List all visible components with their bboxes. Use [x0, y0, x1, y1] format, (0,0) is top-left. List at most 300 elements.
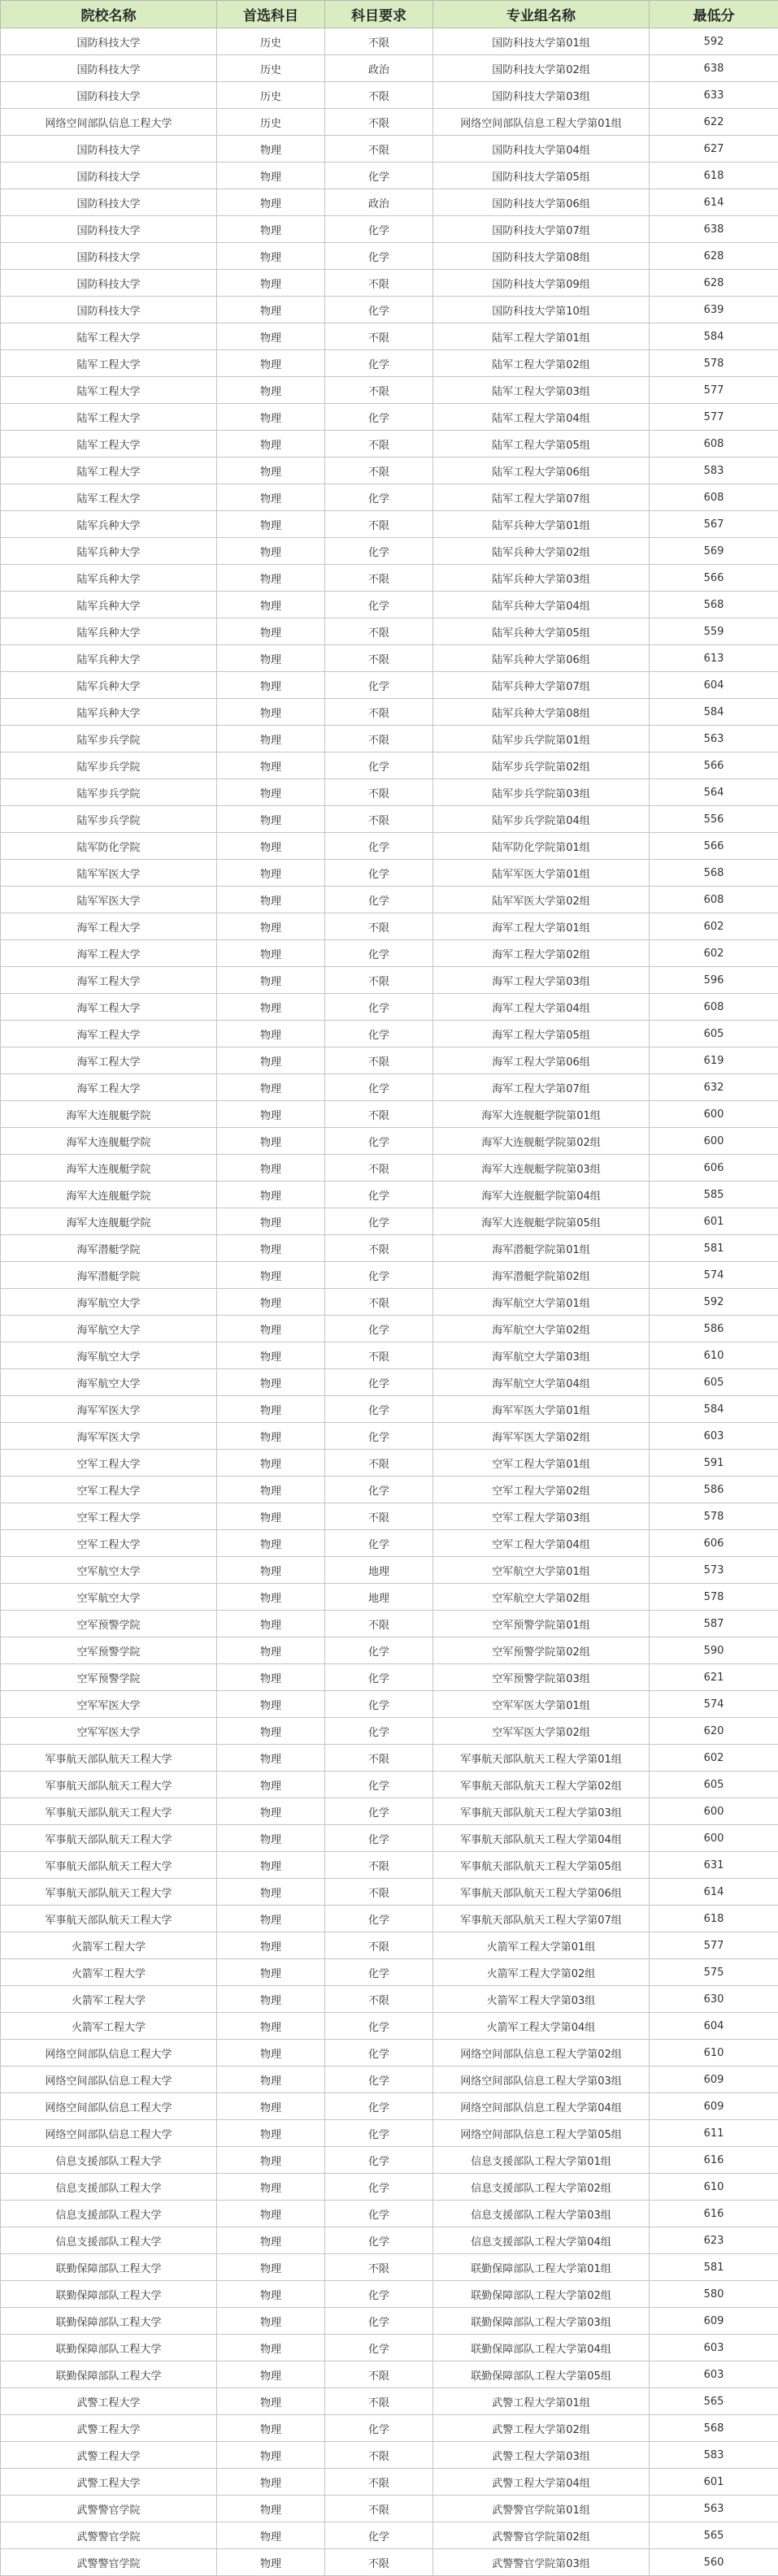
min-score-cell: 567 — [650, 511, 778, 538]
group-name-cell: 国防科技大学第03组 — [433, 82, 650, 109]
group-name-cell: 陆军兵种大学第08组 — [433, 699, 650, 726]
group-name-cell: 军事航天部队航天工程大学第01组 — [433, 1745, 650, 1772]
group-name-cell: 陆军步兵学院第04组 — [433, 806, 650, 833]
table-row — [1, 2549, 778, 2576]
table-row — [1, 860, 778, 887]
first-subject-cell: 物理 — [217, 1423, 325, 1450]
table-row — [1, 592, 778, 618]
subject-requirement-cell: 不限 — [325, 806, 433, 833]
school-name-cell: 海军工程大学 — [1, 1021, 217, 1047]
first-subject-cell: 历史 — [217, 55, 325, 82]
min-score-cell: 610 — [650, 2040, 778, 2066]
first-subject-cell: 物理 — [217, 806, 325, 833]
school-name-cell: 空军工程大学 — [1, 1477, 217, 1503]
table-row — [1, 1986, 778, 2013]
school-name-cell: 武警工程大学 — [1, 2442, 217, 2469]
min-score-cell: 606 — [650, 1530, 778, 1557]
school-name-cell: 国防科技大学 — [1, 189, 217, 216]
group-name-cell: 海军潜艇学院第02组 — [433, 1262, 650, 1289]
subject-requirement-cell: 化学 — [325, 1477, 433, 1503]
school-name-cell: 军事航天部队航天工程大学 — [1, 1798, 217, 1825]
group-name-cell: 网络空间部队信息工程大学第03组 — [433, 2066, 650, 2093]
min-score-cell: 573 — [650, 1557, 778, 1584]
subject-requirement-cell: 化学 — [325, 1128, 433, 1155]
school-name-cell: 军事航天部队航天工程大学 — [1, 1852, 217, 1879]
school-name-cell: 联勤保障部队工程大学 — [1, 2361, 217, 2388]
subject-requirement-cell: 不限 — [325, 511, 433, 538]
group-name-cell: 军事航天部队航天工程大学第04组 — [433, 1825, 650, 1852]
group-name-cell: 陆军工程大学第01组 — [433, 323, 650, 350]
min-score-cell: 584 — [650, 323, 778, 350]
table-row — [1, 1074, 778, 1101]
school-name-cell: 信息支援部队工程大学 — [1, 2227, 217, 2254]
school-name-cell: 武警工程大学 — [1, 2388, 217, 2415]
first-subject-cell: 物理 — [217, 2254, 325, 2281]
group-name-cell: 国防科技大学第02组 — [433, 55, 650, 82]
first-subject-cell: 物理 — [217, 2388, 325, 2415]
min-score-cell: 605 — [650, 1772, 778, 1798]
group-name-cell: 陆军兵种大学第01组 — [433, 511, 650, 538]
group-name-cell: 陆军兵种大学第03组 — [433, 565, 650, 592]
min-score-cell: 581 — [650, 2254, 778, 2281]
table-row — [1, 243, 778, 270]
min-score-cell: 616 — [650, 2147, 778, 2174]
subject-requirement-cell: 不限 — [325, 270, 433, 297]
school-name-cell: 火箭军工程大学 — [1, 1959, 217, 1986]
subject-requirement-cell: 地理 — [325, 1557, 433, 1584]
school-name-cell: 联勤保障部队工程大学 — [1, 2281, 217, 2308]
subject-requirement-cell: 化学 — [325, 2013, 433, 2040]
school-name-cell: 海军工程大学 — [1, 913, 217, 940]
subject-requirement-cell: 化学 — [325, 1691, 433, 1718]
header-row — [1, 1, 778, 28]
min-score-cell: 569 — [650, 538, 778, 565]
first-subject-cell: 物理 — [217, 2415, 325, 2442]
group-name-cell: 火箭军工程大学第03组 — [433, 1986, 650, 2013]
first-subject-cell: 物理 — [217, 377, 325, 404]
min-score-cell: 614 — [650, 189, 778, 216]
first-subject-cell: 物理 — [217, 189, 325, 216]
min-score-cell: 559 — [650, 618, 778, 645]
group-name-cell: 火箭军工程大学第04组 — [433, 2013, 650, 2040]
min-score-cell: 600 — [650, 1825, 778, 1852]
group-name-cell: 联勤保障部队工程大学第05组 — [433, 2361, 650, 2388]
group-name-cell: 海军军医大学第02组 — [433, 1423, 650, 1450]
group-name-cell: 国防科技大学第01组 — [433, 28, 650, 55]
school-name-cell: 海军航空大学 — [1, 1289, 217, 1316]
min-score-cell: 587 — [650, 1611, 778, 1637]
min-score-cell: 574 — [650, 1691, 778, 1718]
min-score-cell: 596 — [650, 967, 778, 994]
school-name-cell: 陆军防化学院 — [1, 833, 217, 860]
min-score-cell: 628 — [650, 270, 778, 297]
first-subject-cell: 物理 — [217, 1155, 325, 1182]
school-name-cell: 陆军军医大学 — [1, 887, 217, 913]
group-name-cell: 陆军兵种大学第04组 — [433, 592, 650, 618]
min-score-cell: 610 — [650, 2174, 778, 2201]
first-subject-cell: 物理 — [217, 940, 325, 967]
min-score-cell: 560 — [650, 2549, 778, 2576]
subject-requirement-cell: 化学 — [325, 1798, 433, 1825]
subject-requirement-cell: 化学 — [325, 484, 433, 511]
subject-requirement-cell: 不限 — [325, 618, 433, 645]
first-subject-cell: 物理 — [217, 2496, 325, 2522]
min-score-cell: 628 — [650, 243, 778, 270]
subject-requirement-cell: 化学 — [325, 1208, 433, 1235]
table-row — [1, 1664, 778, 1691]
school-name-cell: 海军潜艇学院 — [1, 1235, 217, 1262]
group-name-cell: 陆军工程大学第04组 — [433, 404, 650, 431]
min-score-cell: 633 — [650, 82, 778, 109]
subject-requirement-cell: 化学 — [325, 297, 433, 323]
table-row — [1, 1477, 778, 1503]
group-name-cell: 陆军工程大学第05组 — [433, 431, 650, 458]
subject-requirement-cell: 化学 — [325, 2227, 433, 2254]
group-name-cell: 国防科技大学第10组 — [433, 297, 650, 323]
min-score-cell: 632 — [650, 1074, 778, 1101]
min-score-cell: 584 — [650, 1396, 778, 1423]
first-subject-cell: 物理 — [217, 913, 325, 940]
table-row — [1, 2496, 778, 2522]
group-name-cell: 联勤保障部队工程大学第01组 — [433, 2254, 650, 2281]
first-subject-cell: 物理 — [217, 350, 325, 377]
first-subject-cell: 物理 — [217, 2549, 325, 2576]
first-subject-cell: 物理 — [217, 779, 325, 806]
first-subject-cell: 物理 — [217, 645, 325, 672]
table-row — [1, 1530, 778, 1557]
school-name-cell: 海军大连舰艇学院 — [1, 1128, 217, 1155]
subject-requirement-cell: 化学 — [325, 2335, 433, 2361]
school-name-cell: 海军大连舰艇学院 — [1, 1101, 217, 1128]
first-subject-cell: 物理 — [217, 2093, 325, 2120]
table-row — [1, 163, 778, 189]
group-name-cell: 国防科技大学第06组 — [433, 189, 650, 216]
subject-requirement-cell: 不限 — [325, 1235, 433, 1262]
min-score-cell: 608 — [650, 994, 778, 1021]
group-name-cell: 国防科技大学第04组 — [433, 136, 650, 163]
school-name-cell: 海军航空大学 — [1, 1316, 217, 1342]
group-name-cell: 陆军兵种大学第06组 — [433, 645, 650, 672]
school-name-cell: 联勤保障部队工程大学 — [1, 2335, 217, 2361]
table-row — [1, 350, 778, 377]
school-name-cell: 海军工程大学 — [1, 1074, 217, 1101]
group-name-cell: 陆军步兵学院第02组 — [433, 752, 650, 779]
group-name-cell: 空军航空大学第02组 — [433, 1584, 650, 1611]
subject-requirement-cell: 化学 — [325, 538, 433, 565]
first-subject-cell: 物理 — [217, 511, 325, 538]
subject-requirement-cell: 化学 — [325, 887, 433, 913]
min-score-cell: 600 — [650, 1798, 778, 1825]
min-score-cell: 605 — [650, 1021, 778, 1047]
min-score-cell: 609 — [650, 2066, 778, 2093]
subject-requirement-cell: 化学 — [325, 350, 433, 377]
min-score-cell: 622 — [650, 109, 778, 136]
min-score-cell: 581 — [650, 1235, 778, 1262]
first-subject-cell: 物理 — [217, 2147, 325, 2174]
table-row — [1, 2066, 778, 2093]
first-subject-cell: 物理 — [217, 1208, 325, 1235]
school-name-cell: 陆军兵种大学 — [1, 565, 217, 592]
min-score-cell: 590 — [650, 1637, 778, 1664]
first-subject-cell: 物理 — [217, 1664, 325, 1691]
table-row — [1, 2388, 778, 2415]
first-subject-cell: 物理 — [217, 1369, 325, 1396]
subject-requirement-cell: 化学 — [325, 404, 433, 431]
subject-requirement-cell: 不限 — [325, 779, 433, 806]
table-row — [1, 377, 778, 404]
first-subject-cell: 物理 — [217, 216, 325, 243]
school-name-cell: 海军工程大学 — [1, 994, 217, 1021]
table-row — [1, 913, 778, 940]
first-subject-cell: 物理 — [217, 1477, 325, 1503]
subject-requirement-cell: 化学 — [325, 243, 433, 270]
table-header — [1, 1, 778, 28]
first-subject-cell: 物理 — [217, 2361, 325, 2388]
min-score-cell: 578 — [650, 1503, 778, 1530]
school-name-cell: 海军大连舰艇学院 — [1, 1155, 217, 1182]
subject-requirement-cell: 不限 — [325, 1852, 433, 1879]
min-score-cell: 556 — [650, 806, 778, 833]
min-score-cell: 574 — [650, 1262, 778, 1289]
group-name-cell: 海军工程大学第03组 — [433, 967, 650, 994]
min-score-cell: 568 — [650, 860, 778, 887]
table-row — [1, 2201, 778, 2227]
school-name-cell: 火箭军工程大学 — [1, 2013, 217, 2040]
min-score-cell: 601 — [650, 2469, 778, 2496]
first-subject-cell: 物理 — [217, 1879, 325, 1906]
school-name-cell: 陆军工程大学 — [1, 404, 217, 431]
group-name-cell: 武警工程大学第02组 — [433, 2415, 650, 2442]
first-subject-cell: 物理 — [217, 2281, 325, 2308]
first-subject-cell: 物理 — [217, 1503, 325, 1530]
school-name-cell: 陆军兵种大学 — [1, 592, 217, 618]
table-row — [1, 672, 778, 699]
subject-requirement-cell: 不限 — [325, 1745, 433, 1772]
table-row — [1, 1584, 778, 1611]
group-name-cell: 网络空间部队信息工程大学第04组 — [433, 2093, 650, 2120]
min-score-cell: 585 — [650, 1182, 778, 1208]
school-name-cell: 海军工程大学 — [1, 940, 217, 967]
subject-requirement-cell: 化学 — [325, 1530, 433, 1557]
first-subject-cell: 物理 — [217, 1101, 325, 1128]
min-score-cell: 565 — [650, 2522, 778, 2549]
first-subject-cell: 物理 — [217, 1047, 325, 1074]
group-name-cell: 空军航空大学第01组 — [433, 1557, 650, 1584]
min-score-cell: 631 — [650, 1852, 778, 1879]
header-group-name: 专业组名称 — [433, 1, 650, 28]
subject-requirement-cell: 化学 — [325, 1772, 433, 1798]
min-score-cell: 603 — [650, 1423, 778, 1450]
subject-requirement-cell: 政治 — [325, 189, 433, 216]
subject-requirement-cell: 化学 — [325, 1906, 433, 1932]
group-name-cell: 陆军工程大学第06组 — [433, 458, 650, 484]
school-name-cell: 武警工程大学 — [1, 2415, 217, 2442]
subject-requirement-cell: 化学 — [325, 1825, 433, 1852]
table-row — [1, 1021, 778, 1047]
table-row — [1, 2415, 778, 2442]
subject-requirement-cell: 不限 — [325, 431, 433, 458]
first-subject-cell: 物理 — [217, 458, 325, 484]
min-score-cell: 565 — [650, 2388, 778, 2415]
school-name-cell: 陆军步兵学院 — [1, 726, 217, 752]
min-score-cell: 618 — [650, 1906, 778, 1932]
table-row — [1, 1906, 778, 1932]
table-row — [1, 726, 778, 752]
first-subject-cell: 物理 — [217, 1772, 325, 1798]
subject-requirement-cell: 不限 — [325, 967, 433, 994]
subject-requirement-cell: 不限 — [325, 2496, 433, 2522]
first-subject-cell: 物理 — [217, 1235, 325, 1262]
first-subject-cell: 物理 — [217, 2066, 325, 2093]
first-subject-cell: 物理 — [217, 860, 325, 887]
school-name-cell: 国防科技大学 — [1, 163, 217, 189]
table-row — [1, 645, 778, 672]
subject-requirement-cell: 不限 — [325, 2469, 433, 2496]
school-name-cell: 陆军军医大学 — [1, 860, 217, 887]
group-name-cell: 军事航天部队航天工程大学第06组 — [433, 1879, 650, 1906]
school-name-cell: 海军潜艇学院 — [1, 1262, 217, 1289]
min-score-cell: 586 — [650, 1316, 778, 1342]
table-row — [1, 2040, 778, 2066]
group-name-cell: 武警警官学院第03组 — [433, 2549, 650, 2576]
subject-requirement-cell: 化学 — [325, 1959, 433, 1986]
school-name-cell: 火箭军工程大学 — [1, 1932, 217, 1959]
first-subject-cell: 物理 — [217, 538, 325, 565]
first-subject-cell: 物理 — [217, 1637, 325, 1664]
table-row — [1, 431, 778, 458]
school-name-cell: 火箭军工程大学 — [1, 1986, 217, 2013]
min-score-cell: 575 — [650, 1959, 778, 1986]
subject-requirement-cell: 不限 — [325, 1503, 433, 1530]
subject-requirement-cell: 化学 — [325, 994, 433, 1021]
table-row — [1, 2469, 778, 2496]
subject-requirement-cell: 化学 — [325, 2308, 433, 2335]
first-subject-cell: 物理 — [217, 1342, 325, 1369]
school-name-cell: 陆军兵种大学 — [1, 511, 217, 538]
subject-requirement-cell: 化学 — [325, 940, 433, 967]
group-name-cell: 海军潜艇学院第01组 — [433, 1235, 650, 1262]
table-row — [1, 618, 778, 645]
subject-requirement-cell: 不限 — [325, 1611, 433, 1637]
subject-requirement-cell: 化学 — [325, 2066, 433, 2093]
group-name-cell: 海军航空大学第04组 — [433, 1369, 650, 1396]
first-subject-cell: 物理 — [217, 484, 325, 511]
first-subject-cell: 物理 — [217, 2442, 325, 2469]
table-row — [1, 458, 778, 484]
group-name-cell: 空军预警学院第02组 — [433, 1637, 650, 1664]
school-name-cell: 国防科技大学 — [1, 297, 217, 323]
group-name-cell: 信息支援部队工程大学第03组 — [433, 2201, 650, 2227]
min-score-cell: 592 — [650, 28, 778, 55]
group-name-cell: 海军大连舰艇学院第02组 — [433, 1128, 650, 1155]
first-subject-cell: 物理 — [217, 404, 325, 431]
group-name-cell: 武警工程大学第03组 — [433, 2442, 650, 2469]
min-score-cell: 583 — [650, 458, 778, 484]
first-subject-cell: 历史 — [217, 82, 325, 109]
school-name-cell: 陆军工程大学 — [1, 484, 217, 511]
subject-requirement-cell: 化学 — [325, 2120, 433, 2147]
min-score-cell: 611 — [650, 2120, 778, 2147]
first-subject-cell: 物理 — [217, 2174, 325, 2201]
school-name-cell: 国防科技大学 — [1, 243, 217, 270]
school-name-cell: 空军工程大学 — [1, 1503, 217, 1530]
table-row — [1, 967, 778, 994]
group-name-cell: 陆军兵种大学第02组 — [433, 538, 650, 565]
header-min-score: 最低分 — [650, 1, 778, 28]
subject-requirement-cell: 化学 — [325, 2281, 433, 2308]
subject-requirement-cell: 不限 — [325, 726, 433, 752]
group-name-cell: 海军航空大学第01组 — [433, 1289, 650, 1316]
table-row — [1, 565, 778, 592]
group-name-cell: 信息支援部队工程大学第02组 — [433, 2174, 650, 2201]
min-score-cell: 602 — [650, 940, 778, 967]
school-name-cell: 国防科技大学 — [1, 216, 217, 243]
table-row — [1, 1772, 778, 1798]
school-name-cell: 陆军兵种大学 — [1, 645, 217, 672]
subject-requirement-cell: 化学 — [325, 2522, 433, 2549]
subject-requirement-cell: 化学 — [325, 2093, 433, 2120]
group-name-cell: 陆军步兵学院第03组 — [433, 779, 650, 806]
school-name-cell: 国防科技大学 — [1, 28, 217, 55]
school-name-cell: 空军军医大学 — [1, 1691, 217, 1718]
table-row — [1, 1611, 778, 1637]
table-row — [1, 699, 778, 726]
min-score-cell: 619 — [650, 1047, 778, 1074]
table-row — [1, 2120, 778, 2147]
min-score-cell: 592 — [650, 1289, 778, 1316]
subject-requirement-cell: 不限 — [325, 913, 433, 940]
min-score-cell: 630 — [650, 1986, 778, 2013]
first-subject-cell: 物理 — [217, 752, 325, 779]
table-row — [1, 270, 778, 297]
min-score-cell: 584 — [650, 699, 778, 726]
group-name-cell: 火箭军工程大学第01组 — [433, 1932, 650, 1959]
school-name-cell: 陆军兵种大学 — [1, 618, 217, 645]
subject-requirement-cell: 化学 — [325, 1262, 433, 1289]
group-name-cell: 空军预警学院第03组 — [433, 1664, 650, 1691]
group-name-cell: 国防科技大学第05组 — [433, 163, 650, 189]
min-score-cell: 603 — [650, 2361, 778, 2388]
group-name-cell: 空军预警学院第01组 — [433, 1611, 650, 1637]
subject-requirement-cell: 不限 — [325, 2361, 433, 2388]
school-name-cell: 陆军工程大学 — [1, 377, 217, 404]
first-subject-cell: 物理 — [217, 2469, 325, 2496]
group-name-cell: 网络空间部队信息工程大学第05组 — [433, 2120, 650, 2147]
school-name-cell: 信息支援部队工程大学 — [1, 2147, 217, 2174]
min-score-cell: 577 — [650, 404, 778, 431]
table-row — [1, 109, 778, 136]
table-row — [1, 189, 778, 216]
first-subject-cell: 物理 — [217, 1021, 325, 1047]
first-subject-cell: 物理 — [217, 1986, 325, 2013]
group-name-cell: 信息支援部队工程大学第01组 — [433, 2147, 650, 2174]
table-row — [1, 2308, 778, 2335]
group-name-cell: 陆军军医大学第01组 — [433, 860, 650, 887]
first-subject-cell: 物理 — [217, 1906, 325, 1932]
school-name-cell: 陆军步兵学院 — [1, 779, 217, 806]
subject-requirement-cell: 化学 — [325, 752, 433, 779]
first-subject-cell: 物理 — [217, 967, 325, 994]
table-row — [1, 1101, 778, 1128]
min-score-cell: 586 — [650, 1477, 778, 1503]
subject-requirement-cell: 化学 — [325, 1423, 433, 1450]
group-name-cell: 国防科技大学第07组 — [433, 216, 650, 243]
table-row — [1, 1959, 778, 1986]
subject-requirement-cell: 化学 — [325, 1074, 433, 1101]
table-row — [1, 1342, 778, 1369]
min-score-cell: 604 — [650, 672, 778, 699]
school-name-cell: 联勤保障部队工程大学 — [1, 2254, 217, 2281]
